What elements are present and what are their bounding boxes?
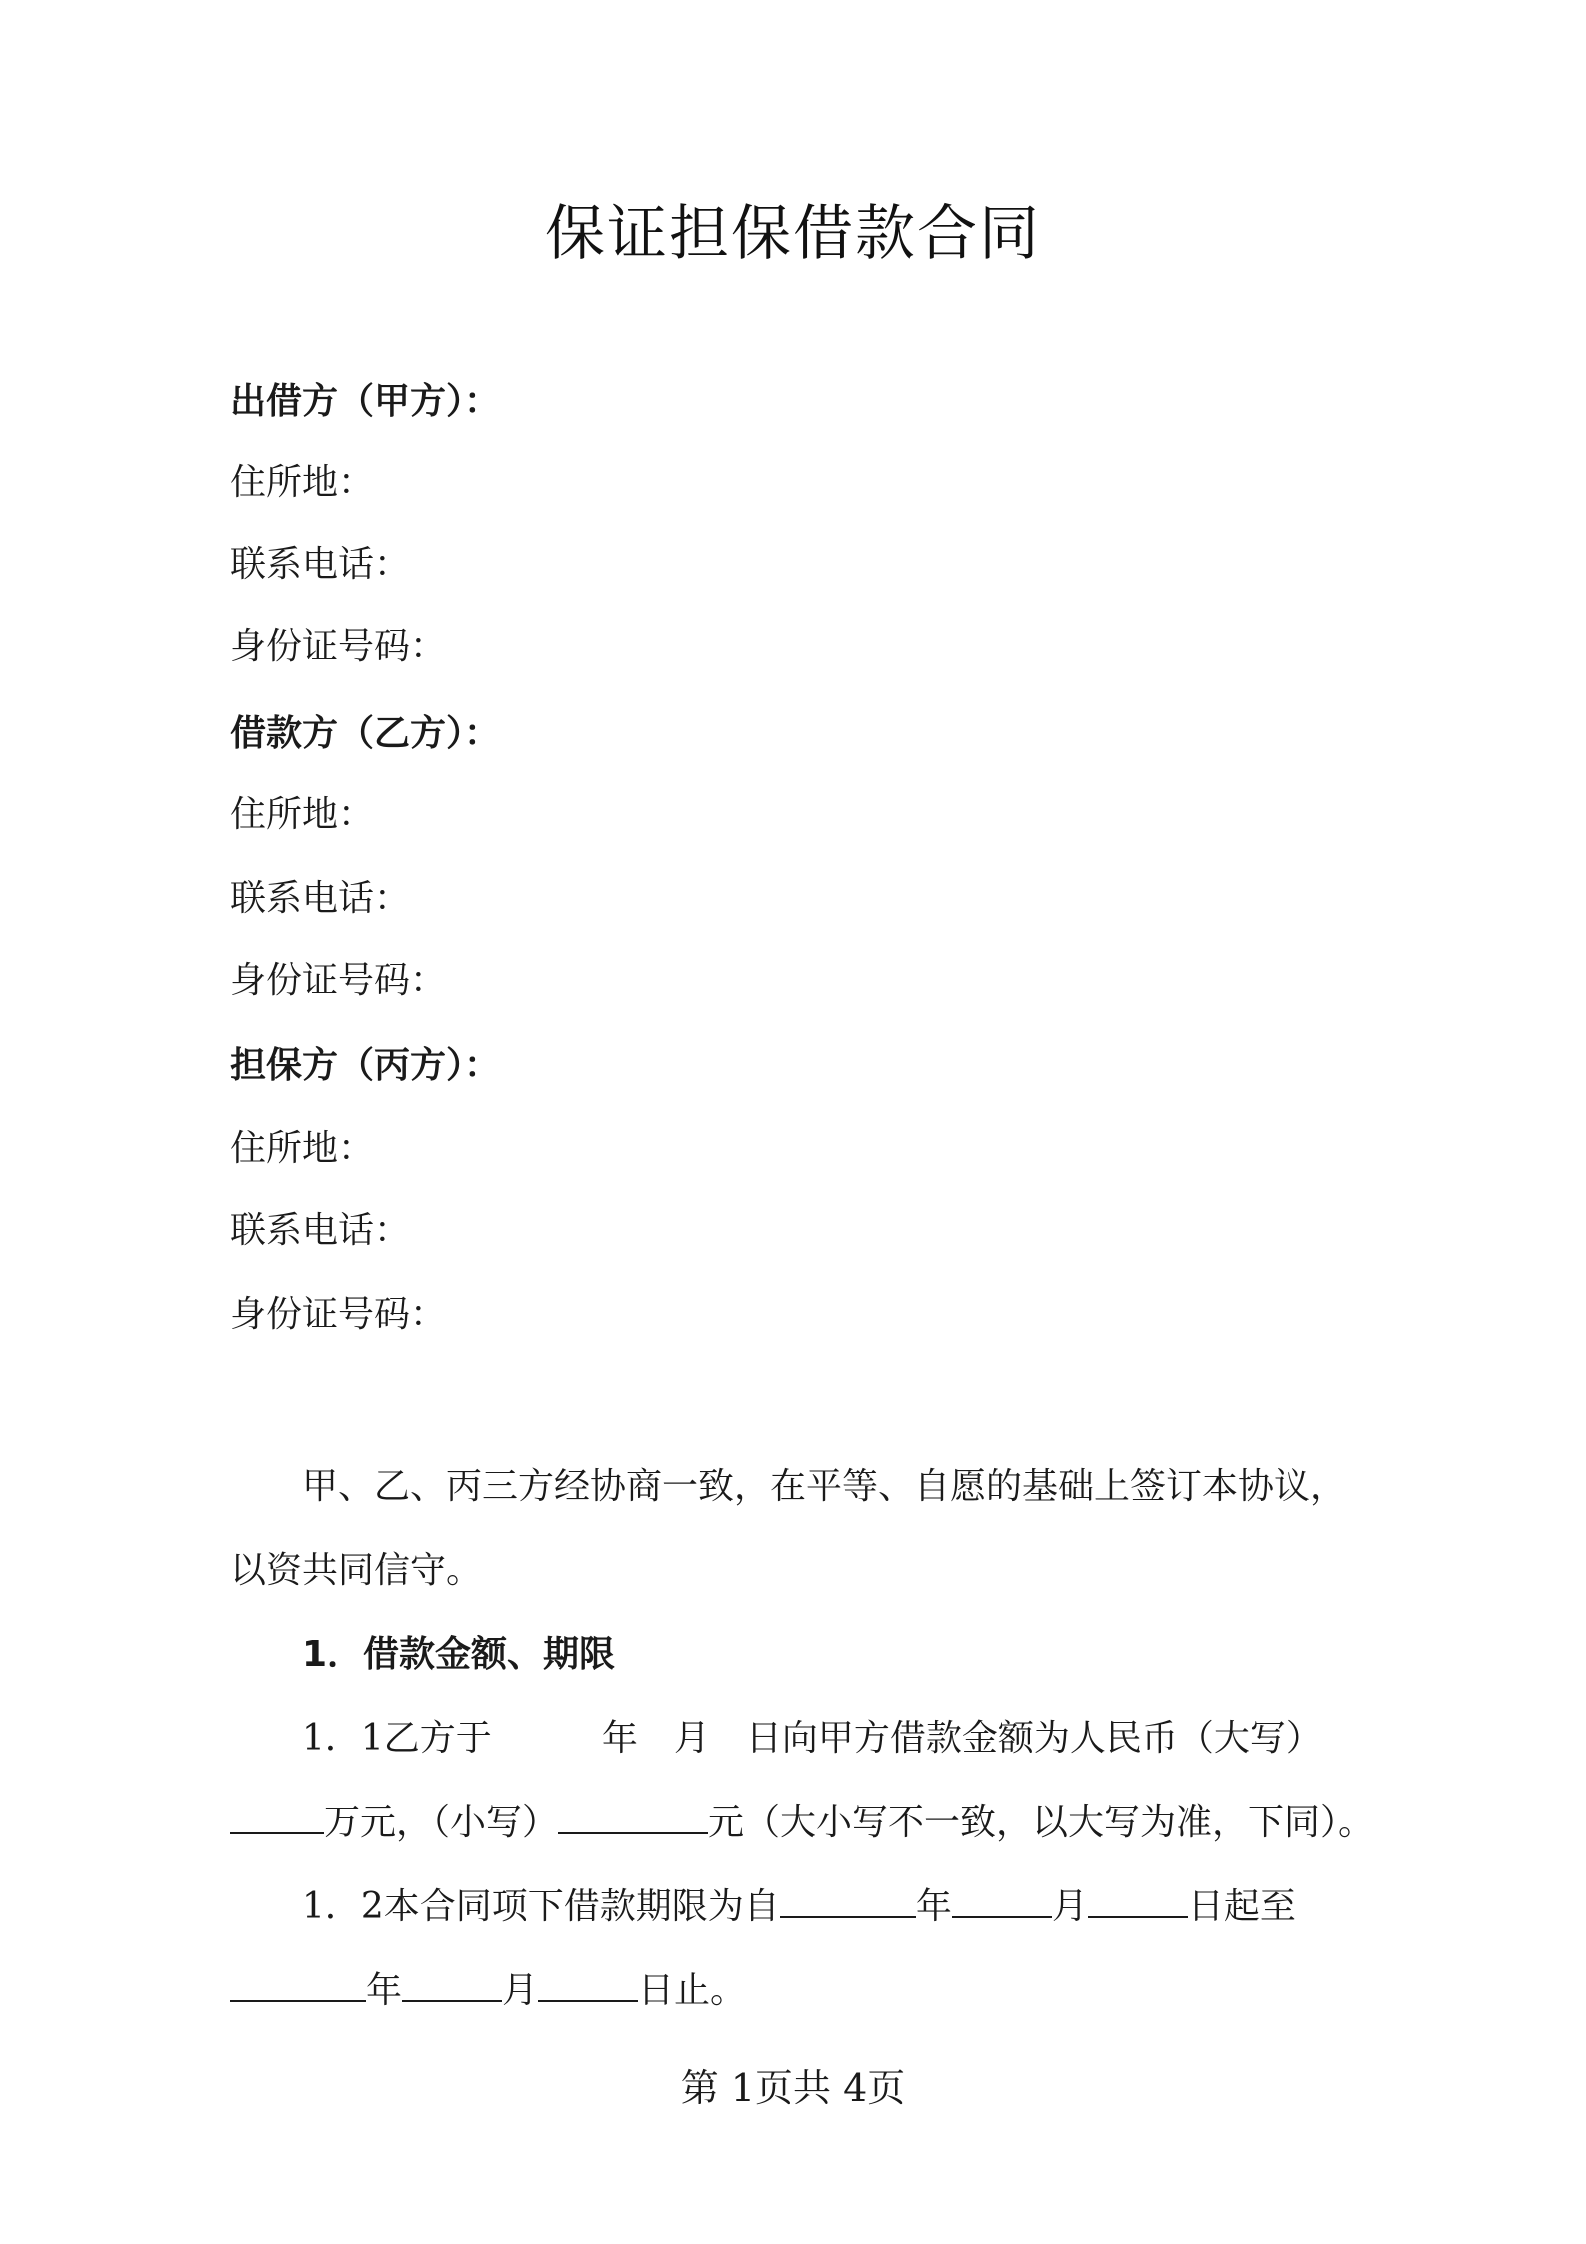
document-title: 保证担保借款合同 <box>545 199 1041 269</box>
party-a-phone: 联系电话： <box>230 544 411 585</box>
clause-1-2-line-2 <box>230 1966 746 2016</box>
party-a-label: 出借方（甲方）： <box>230 380 501 422</box>
clause-1-2-day-end: 日止。 <box>638 1970 747 2011</box>
clause-1-2-year: 年 <box>915 1886 952 1927</box>
party-b-id-number: 身份证号码： <box>230 960 447 1001</box>
clause-1-2-line-1 <box>302 1882 1296 1932</box>
clause-1-1-rest: 日向甲方借款金额为人民币（大写） <box>745 1718 1322 1759</box>
end-month-blank <box>402 1966 502 2002</box>
party-c-phone: 联系电话： <box>230 1210 411 1251</box>
clause-1-2-prefix: 1．2本合同项下借款期限为自 <box>302 1886 780 1927</box>
clause-1-2-month: 月 <box>1051 1886 1088 1927</box>
clause-1-1-year: 年 <box>601 1718 638 1759</box>
party-b-address: 住所地： <box>230 794 375 835</box>
clause-1-1-yuan: 元（大小写不一致，以大写为准，下同）。 <box>708 1802 1375 1843</box>
clause-1-1-wan: 万元，（小写） <box>324 1802 559 1843</box>
preamble-line-1: 甲、乙、丙三方经协商一致，在平等、自愿的基础上签订本协议， <box>302 1466 1347 1507</box>
party-b-phone: 联系电话： <box>230 878 411 919</box>
party-b-label: 借款方（乙方）： <box>230 712 501 754</box>
amount-lower-blank <box>558 1798 708 1834</box>
clause-1-1-line-1 <box>302 1714 1322 1764</box>
amount-upper-blank <box>230 1798 324 1834</box>
page-number-footer: 第 1页共 4页 <box>680 2066 906 2110</box>
section-1-heading: 1．借款金额、期限 <box>302 1634 616 1675</box>
end-day-blank <box>538 1966 638 2002</box>
clause-1-1-month: 月 <box>673 1718 710 1759</box>
preamble-line-2: 以资共同信守。 <box>230 1550 483 1591</box>
party-c-label: 担保方（丙方）： <box>230 1044 501 1086</box>
clause-1-1-prefix: 1．1乙方于 <box>302 1718 492 1759</box>
clause-1-2-day-to: 日起至 <box>1187 1886 1296 1927</box>
party-c-id-number: 身份证号码： <box>230 1294 447 1335</box>
party-a-address: 住所地： <box>230 462 375 503</box>
clause-1-1-line-2 <box>230 1798 1374 1848</box>
party-a-id-number: 身份证号码： <box>230 626 447 667</box>
end-year-blank <box>230 1966 366 2002</box>
start-day-blank <box>1088 1882 1188 1918</box>
party-c-address: 住所地： <box>230 1128 375 1169</box>
clause-1-2-month-2: 月 <box>502 1970 539 2011</box>
start-year-blank <box>780 1882 916 1918</box>
clause-1-2-year-2: 年 <box>366 1970 403 2011</box>
start-month-blank <box>952 1882 1052 1918</box>
